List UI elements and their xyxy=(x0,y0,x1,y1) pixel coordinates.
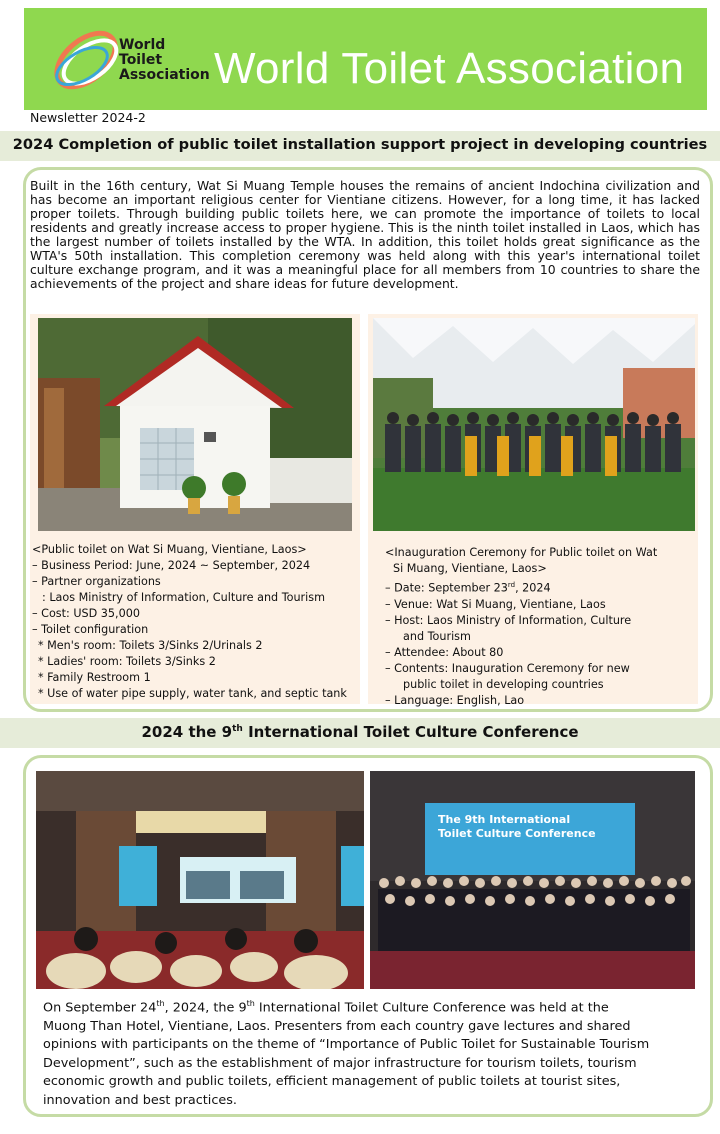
logo-line-2: Toilet xyxy=(119,52,163,68)
left-caption-item: – Business Period: June, 2024 ~ September, 2024 xyxy=(32,559,311,572)
section-1-title: 2024 Completion of public toilet installation support project in developing countries xyxy=(12,136,708,153)
right-caption-item: – Attendee: About 80 xyxy=(385,645,504,659)
right-caption-title-line1: <Inauguration Ceremony for Public toilet on Wat xyxy=(385,546,658,559)
section-2-title-sup: th xyxy=(232,724,243,734)
header-banner xyxy=(24,8,707,110)
left-caption-item: : Laos Ministry of Information, Culture and Tourism xyxy=(42,591,325,604)
left-caption-item: * Family Restroom 1 xyxy=(38,671,151,684)
para-part: , 2024, the 9 xyxy=(164,1000,247,1016)
left-caption-item: – Cost: USD 35,000 xyxy=(32,607,140,620)
right-caption-list xyxy=(385,545,657,709)
para-sup: th xyxy=(156,999,165,1008)
screen-title-line2: Toilet Culture Conference xyxy=(438,827,596,840)
conference-group-photo xyxy=(370,771,695,989)
logo-wordmark xyxy=(119,38,210,83)
right-caption-date xyxy=(385,577,657,597)
section-1-paragraph: Built in the 16th century, Wat Si Muang Temple houses the remains of ancient Indochina civilization and has become an important religious center for Vientiane citizens. However, for a long time, it has lacked proper toilets. Through building public toilets here, we can promote the importance of toilets to local residents and greatly increase access to proper hygiene. This is the ninth toilet installed in Laos, which has the largest number of toilets installed by the WTA. In addition, this toilet holds great significance as the WTA's 50th installation. This completion ceremony was held along with this year's international toilet culture exchange program, and it was a meaningful place for all members from 10 countries to share the achievements of the project and share ideas for future development. xyxy=(30,178,700,291)
date-prefix: – Date: September 23 xyxy=(385,581,508,595)
left-caption-title: <Public toilet on Wat Si Muang, Vientiane, Laos> xyxy=(32,543,307,556)
left-caption-item: * Men's room: Toilets 3/Sinks 2/Urinals 2 xyxy=(38,639,263,652)
para-sup: th xyxy=(246,999,255,1008)
left-caption-item: * Use of water pipe supply, water tank, and septic tank xyxy=(38,687,347,700)
date-suffix: , 2024 xyxy=(515,581,551,595)
screen-title-line1: The 9th International xyxy=(438,813,571,826)
section-2-title xyxy=(0,723,720,741)
right-caption-title-line2: Si Muang, Vientiane, Laos> xyxy=(393,562,547,575)
left-caption-item: * Ladies' room: Toilets 3/Sinks 2 xyxy=(38,655,216,668)
date-sup: rd xyxy=(507,581,516,589)
newsletter-issue: Newsletter 2024-2 xyxy=(30,110,146,125)
conference-hall-photo xyxy=(36,771,364,989)
right-caption-item: – Contents: Inauguration Ceremony for new xyxy=(385,661,630,675)
left-caption-item: – Toilet configuration xyxy=(32,623,149,636)
right-caption-item: – Language: English, Lao xyxy=(385,693,525,707)
para-part: On September 24 xyxy=(43,1000,157,1016)
section-2-paragraph-rest: Muong Than Hotel, Vientiane, Laos. Presenters from each country gave lectures and shared opinions with participants on the theme of “Importance of Public Toilet for Sustainable Tourism Development”, such as the establishment of major infrastructure for tourism toilets, tourism economic growth and public toilets, efficient management of public toilets at tourist sites, innovation and best practices. xyxy=(43,1018,650,1108)
logo-line-3: Association xyxy=(119,67,210,83)
ceremony-photo xyxy=(373,318,695,531)
logo-line-1: World xyxy=(119,37,166,53)
section-1-header xyxy=(0,131,720,161)
right-caption-item: public toilet in developing countries xyxy=(403,677,604,691)
section-2-header xyxy=(0,718,720,748)
para-part: International Toilet Culture Conference was held at the xyxy=(254,1000,609,1016)
banner-title: World Toilet Association xyxy=(214,44,685,93)
public-toilet-photo xyxy=(38,318,352,531)
section-2-title-prefix: 2024 the 9 xyxy=(141,723,233,741)
left-caption-list xyxy=(32,542,347,702)
right-caption-item: and Tourism xyxy=(403,629,471,643)
left-caption-item: – Partner organizations xyxy=(32,575,161,588)
right-caption-item: – Host: Laos Ministry of Information, Culture xyxy=(385,613,632,627)
section-2-title-suffix: International Toilet Culture Conference xyxy=(242,723,579,741)
right-caption-item: – Venue: Wat Si Muang, Vientiane, Laos xyxy=(385,597,606,611)
section-2-paragraph-line1 xyxy=(43,995,688,1018)
section-2-paragraph xyxy=(43,995,688,1110)
